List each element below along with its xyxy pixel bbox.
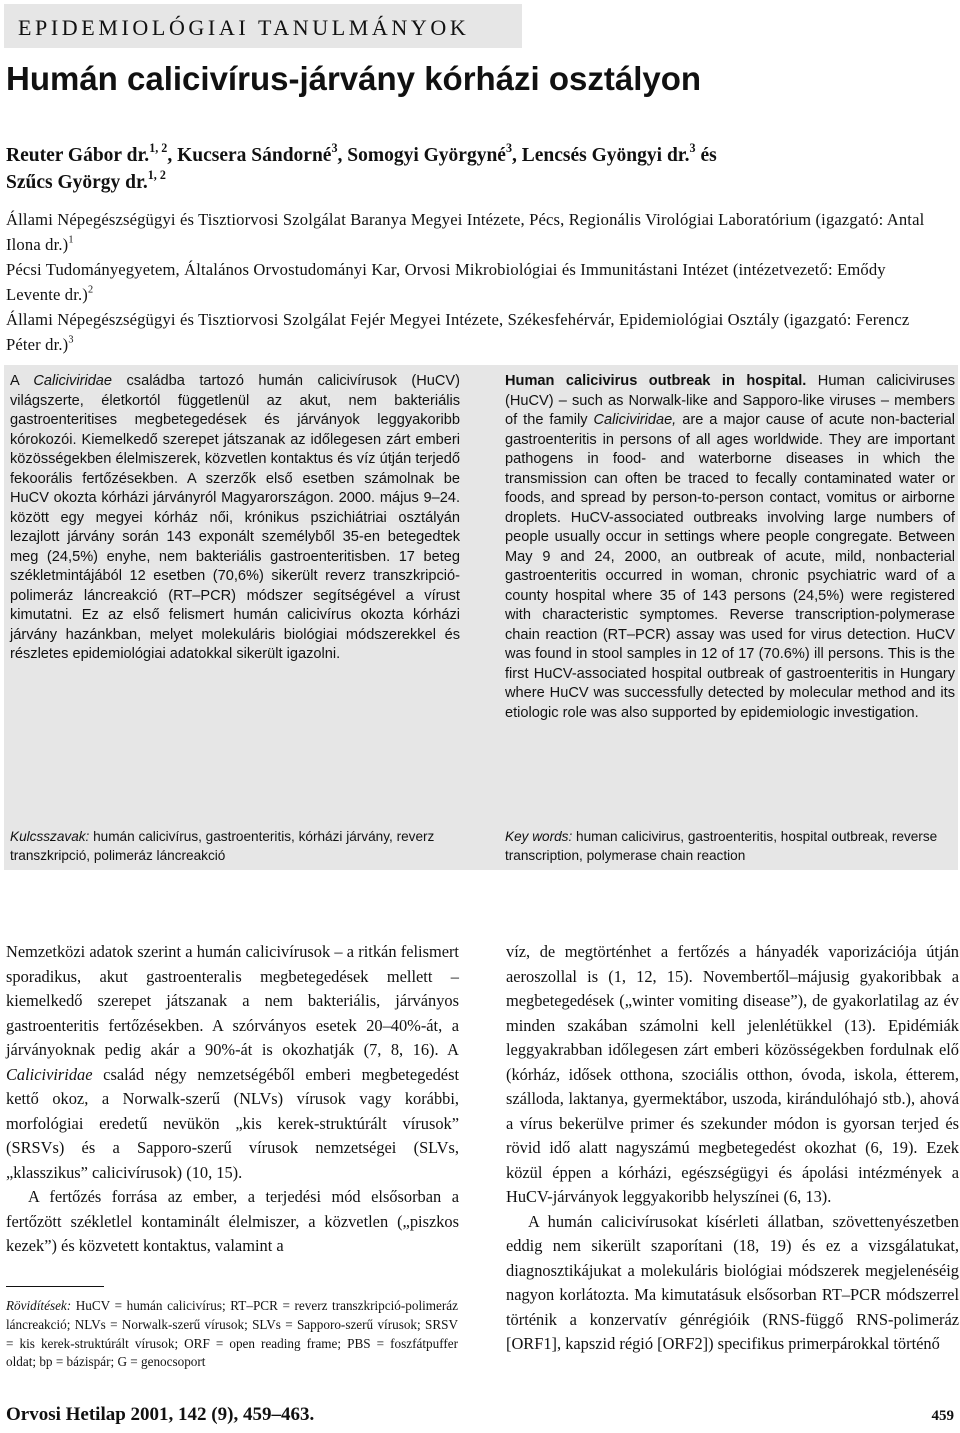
abstract-english bbox=[505, 372, 955, 723]
affiliation-mark: 2 bbox=[87, 284, 94, 296]
body-text: család négy nemzetségéből emberi megbetegedést kettő okoz, a Norwalk-szerű (NLVs) vírusok vagy korábbi, morfológiai eredetű nevükön „kis kerek-struktúrált vírusok” (SRSVs) és a Sapporo-szerű vírusok nemzetségei (SLVs, „klasszikus” calicivírusok) (10, 15). bbox=[6, 1064, 459, 1182]
abstract-en-italic: Caliciviridae, bbox=[593, 412, 677, 428]
author-affiliation-mark: 1, 2 bbox=[147, 167, 166, 182]
author-name: Lencsés Gyöngyi dr. bbox=[521, 145, 690, 166]
author-affiliation-mark: 3 bbox=[689, 140, 696, 155]
affiliation-mark: 1 bbox=[68, 234, 74, 246]
author-conjunction: és bbox=[695, 145, 717, 166]
body-paragraph bbox=[6, 940, 459, 1185]
abstract-en-pre: Human caliciviruses (HuCV) – such as Norwalk-like and Sapporo-like viruses – members of the family bbox=[505, 373, 955, 428]
abstract-en-post: are a major cause of acute non-bacterial gastroenteritis in persons of all ages worldwide. They are important pathogens in food- and waterborne diseases in which the transmission can often be traced to fecally contaminated water or foods, and spread by person-to-person contact, vomitus or airborne droplets. HuCV-associated outbreaks involving large numbers of people usually occur in settings where people congregate. Between May 9 and 24, 2000, an outbreak of acute, mild, nonbacterial gastroenteritis occurred in woman, chronic psychiatric ward of a county hospital where 35 of 143 persons (24,5%) were registered with characteristic symptomes. Reverse transcription-polymerase chain reaction (RT–PCR) assay was used for virus detection. HuCV was found in stool samples in 12 of 17 (70.6%) ill persons. This is the first HuCV-associated hospital outbreak of gastroenteritis in Hungary where HuCV was successfully detected by molecular method and its etiologic role was also supported by epidemiologic investigation. bbox=[505, 412, 955, 721]
footnote-text: HuCV = humán calicivírus; RT–PCR = reverz transzkripció-polimeráz láncreakció; NLVs = Norwalk-szerű vírusok; SLVs = Sapporo-szerű vírusok; SRSV = kis kerek-struktúrált vírusok; ORF = open reading frame; PBS = foszfátpuffer oldat; bp = bázispár; G = genocsoport bbox=[6, 1298, 458, 1370]
body-text: Nemzetközi adatok szerint a humán calicivírusok – a ritkán felismert sporadikus, akut gastroenteralis megbetegedések mellett – kiemelkedő szerepet játszanak a nem bakteriális, járványos gastroenteritis fertőzésekben. A szórványos esetek 20–40%-át, a járványoknak pedig akár a 90%-át is okozhatják (7, 8, 16). A bbox=[6, 942, 459, 1059]
keywords-en-text: human calicivirus, gastroenteritis, hospital outbreak, reverse transcription, polymerase chain reaction bbox=[505, 829, 938, 863]
author-name: Kucsera Sándorné bbox=[177, 145, 332, 166]
body-paragraph: A fertőzés forrása az ember, a terjedési mód elsősorban a fertőzött székletlel kontaminált élelmiszer, a közvetlen („piszkos kezek”) és közvetett kontaktus, valamint a bbox=[6, 1187, 459, 1255]
abstract-en-title: Human calicivirus outbreak in hospital. bbox=[505, 373, 807, 389]
author-affiliation-mark: 3 bbox=[505, 140, 513, 155]
body-italic: Caliciviridae bbox=[6, 1064, 93, 1084]
keywords-english bbox=[505, 827, 955, 865]
abbreviations-footnote bbox=[6, 1297, 458, 1372]
affiliation bbox=[6, 257, 936, 307]
keywords-hu-text: humán calicivírus, gastroenteritis, kórházi járvány, reverz transzkripció, polimeráz láncreakció bbox=[10, 829, 435, 863]
affiliation bbox=[6, 307, 936, 357]
author-name: Reuter Gábor dr. bbox=[6, 145, 150, 166]
author-separator: , bbox=[337, 145, 348, 166]
body-column-right bbox=[506, 940, 959, 1357]
affiliation-mark: 3 bbox=[68, 334, 74, 346]
affiliation-list bbox=[6, 207, 936, 357]
abstract-hungarian bbox=[10, 372, 460, 665]
affiliation-text: Pécsi Tudományegyetem, Általános Orvostudományi Kar, Orvosi Mikrobiológiai és Immunitástani Intézet (intézetvezető: Emődy Levente dr.) bbox=[6, 260, 886, 304]
author-name: Szűcs György dr. bbox=[6, 172, 148, 193]
abstract-hu-post: családba tartozó humán calicivírusok (HuCV) világszerte, életkortól függetlenül az akut, nem bakteriális gastroenteritises megbetegedések és járványok leggyakoribb kórokozói. Kiemelkedő szerepet játszanak az időlegesen zárt emberi közösségekben élelmiszerek, közvetlen kontaktus és víz útján terjedő fekoorális fertőzésekben. A szerzők első esetben számolnak be HuCV okozta kórházi járványról Magyarországon. 2000. május 9–24. között egy megyei kórház női, krónikus pszichiátriai osztályán lezajlott járvány során 143 exponált személyből 35-en betegedtek meg (24,5%) enyhe, nem bakteriális gastroenteritisben. 17 beteg székletmintájából 12 esetben (70,6%) sikerült reverz transzkripció-polimeráz láncreakció (RT–PCR) módszer segítségével a vírust kimutatni. Ez az első felismert humán calicivírus okozta kórházi járvány hazánkban, melyet molekuláris biológiai módszerekkel és részletes epidemiológiai adatokkal sikerült igazolni. bbox=[10, 373, 460, 662]
author-separator: , bbox=[167, 145, 178, 166]
affiliation-text: Állami Népegészségügyi és Tisztiorvosi Szolgálat Fejér Megyei Intézete, Székesfehérvár, Epidemiológiai Osztály (igazgató: Ferencz Péter dr.) bbox=[6, 310, 910, 354]
affiliation-text: Állami Népegészségügyi és Tisztiorvosi Szolgálat Baranya Megyei Intézete, Pécs, Regionális Virológiai Laboratórium (igazgató: Antal Ilona dr.) bbox=[6, 210, 925, 254]
footnote-label: Rövidítések: bbox=[6, 1298, 72, 1313]
abstract-hu-italic: Caliciviridae bbox=[33, 373, 113, 389]
body-paragraph: A humán calicivírusokat kísérleti állatban, szövettenyészetben eddig nem sikerült szaporítani (18, 19) és ez a vizsgálatukat, diagnosztikájukat a molekuláris biológiai módszerek megjelenéséig nagyon korlátozta. Ma kimutatásuk elsősorban RT–PCR módszerrel történik a konzervatív génrégióik (RNS-függő RNS-polimeráz [ORF1], kapszid régió [ORF2]) specifikus primerpárokkal történő bbox=[506, 1211, 959, 1353]
affiliation bbox=[6, 207, 936, 257]
author-list bbox=[6, 142, 926, 196]
abstract-hu-pre: A bbox=[10, 373, 34, 389]
section-header-band bbox=[4, 4, 522, 48]
article-title: Humán calicivírus-járvány kórházi osztályon bbox=[6, 60, 702, 97]
keywords-hungarian bbox=[10, 827, 460, 865]
author-affiliation-mark: 1, 2 bbox=[149, 140, 168, 155]
page-number: 459 bbox=[931, 1408, 954, 1424]
keywords-en-label: Key words: bbox=[505, 829, 573, 844]
body-paragraph: víz, de megtörténhet a fertőzés a hányadék vaporizációja útján aeroszollal is (1, 12, 15). Novembertől–májusig gyakoribbak a megbetegedések („winter vomiting disease”), de gyakorlatilag az év minden szakában számolni kell jelenlétükkel (13). Epidémiák leggyakrabban időlegesen zárt emberi közösségekben fordulnak elő (kórház, idősek otthona, szociális otthon, óvoda, iskola, étterem, szálloda, laktanya, gyermektábor, uszoda, kirándulóhajó stb.), ahová a vírus bekerülve primer és szekunder módon is gyorsan terjed és rövid idő alatt nagyszámú megbetegedést okozhat (6, 19). Ezek közül éppen a kórházi, egészségügyi és ápolási intézmények a HuCV-járványok leggyakoribb helyszínei (6, 13). bbox=[506, 942, 959, 1206]
body-column-left bbox=[6, 940, 459, 1259]
abstract-hu-text bbox=[10, 372, 460, 665]
abstract-en-text bbox=[505, 372, 955, 723]
section-label: EPIDEMIOLÓGIAI TANULMÁNYOK bbox=[18, 15, 470, 40]
author-affiliation-mark: 3 bbox=[331, 140, 338, 155]
journal-reference: Orvosi Hetilap 2001, 142 (9), 459–463. bbox=[6, 1404, 315, 1425]
author-name: Somogyi Györgyné bbox=[347, 145, 506, 166]
footnote-divider bbox=[6, 1286, 104, 1287]
author-separator: , bbox=[512, 145, 522, 166]
keywords-hu-label: Kulcsszavak: bbox=[10, 829, 90, 844]
